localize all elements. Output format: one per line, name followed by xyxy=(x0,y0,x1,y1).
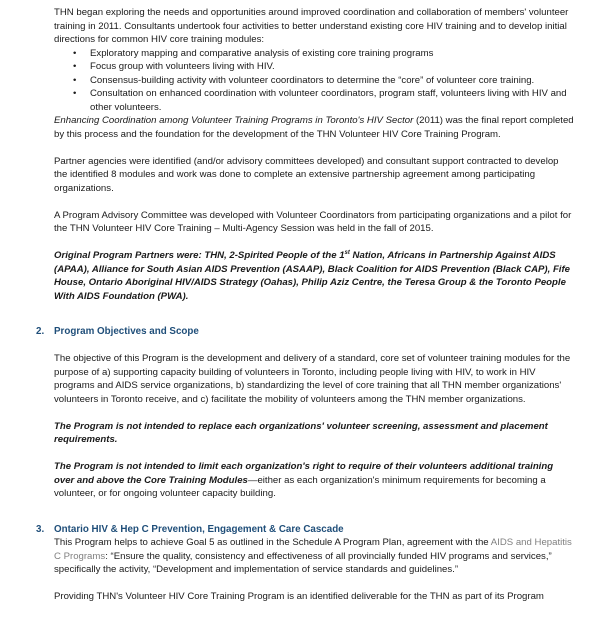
list-item: • Exploratory mapping and comparative analysis of existing core training programs xyxy=(73,47,434,59)
scope-note-screening: The Program is not intended to replace each organizations' volunteer screening, assessment and placement requirements. xyxy=(54,420,548,445)
document-body xyxy=(36,6,574,604)
bullet-icon: • xyxy=(73,74,77,86)
original-partners-paragraph: Original Program Partners were: THN, 2-Spirited People of the 1st Nation, Africans in Partnership Against AIDS (APAA), Alliance for South Asian AIDS Prevention (ASAAP), Black Coalition for AIDS Prevention (Black CAP), Fife House, Ontario Aboriginal HIV/AIDS Strategy (Oahas), Philip Aziz Centre, the Teresa Group & the Toronto People With AIDS Foundation (PWA). xyxy=(54,249,570,302)
partners-paragraph: Partner agencies were identified (and/or advisory committees developed) and consultant support contracted to develop the identified 8 modules and work was done to complete an extensive partnership agreement among participating organizations. xyxy=(54,155,559,194)
intro-paragraph: THN began exploring the needs and opportunities around improved coordination and collaboration of members' volunteer training in 2011. Consultants undertook four activities to better understand existing core HIV training and to develop initial directions for common HIV core training modules: xyxy=(54,7,569,45)
programs-link[interactable]: AIDS and Hepatitis C Programs xyxy=(54,537,572,562)
report-title: Enhancing Coordination among Volunteer Training Programs in Toronto's HIV Sector xyxy=(54,115,414,126)
section-heading-cascade: 3. Ontario HIV & Hep C Prevention, Engagement & Care Cascade xyxy=(36,523,344,535)
cascade-paragraph: This Program helps to achieve Goal 5 as outlined in the Schedule A Program Plan, agreement with the AIDS and Hepatitis C Programs: “Ensure the quality, consistency and effectiveness of all provincially funded HIV programs and services,” specifically the activity, “Development and implementation of service standards and guidelines.” xyxy=(54,537,572,575)
objectives-paragraph: The objective of this Program is the development and delivery of a standard, core set of volunteer training modules for the purpose of a) supporting capacity building of volunteers in Toronto, including people living with HIV, to work in HIV programs and AIDS service organizations, b) standardizing the level of core training that all THN member organizations' volunteers in Toronto receive, and c) facilitate the mobility of volunteers among the THN member organizations. xyxy=(54,353,571,405)
committee-paragraph: A Program Advisory Committee was developed with Volunteer Coordinators from participating organizations and a pilot for the THN Volunteer HIV Core Training – Multi-Agency Session was held in the fall of 2015. xyxy=(54,209,572,234)
list-item: • Focus group with volunteers living with HIV. xyxy=(73,61,275,72)
section-heading-objectives: 2. Program Objectives and Scope xyxy=(36,326,199,337)
bullet-icon: • xyxy=(73,47,77,59)
bullet-icon: • xyxy=(73,88,77,99)
scope-note-additional-training: The Program is not intended to limit each organization's right to require of their volunteers additional training over and above the Core Training Modules—either as each organization's minimum requirements for becoming a volunteer, or for ongoing volunteer capacity building. xyxy=(54,461,554,499)
list-item: • Consensus-building activity with volunteer coordinators to determine the “core” of volunteer core training. xyxy=(73,74,535,86)
activity-list xyxy=(54,47,574,115)
list-item: • Consultation on enhanced coordination with volunteer coordinators, program staff, volunteers living with HIV and other volunteers. xyxy=(73,88,567,113)
final-report-paragraph: Enhancing Coordination among Volunteer Training Programs in Toronto's HIV Sector (2011) was the final report completed by this process and the foundation for the development of the THN Volunteer HIV Core Training Program. xyxy=(54,115,574,140)
deliverable-paragraph: Providing THN's Volunteer HIV Core Training Program is an identified deliverable for the THN as part of its Program xyxy=(54,591,544,602)
bullet-icon: • xyxy=(73,61,77,72)
